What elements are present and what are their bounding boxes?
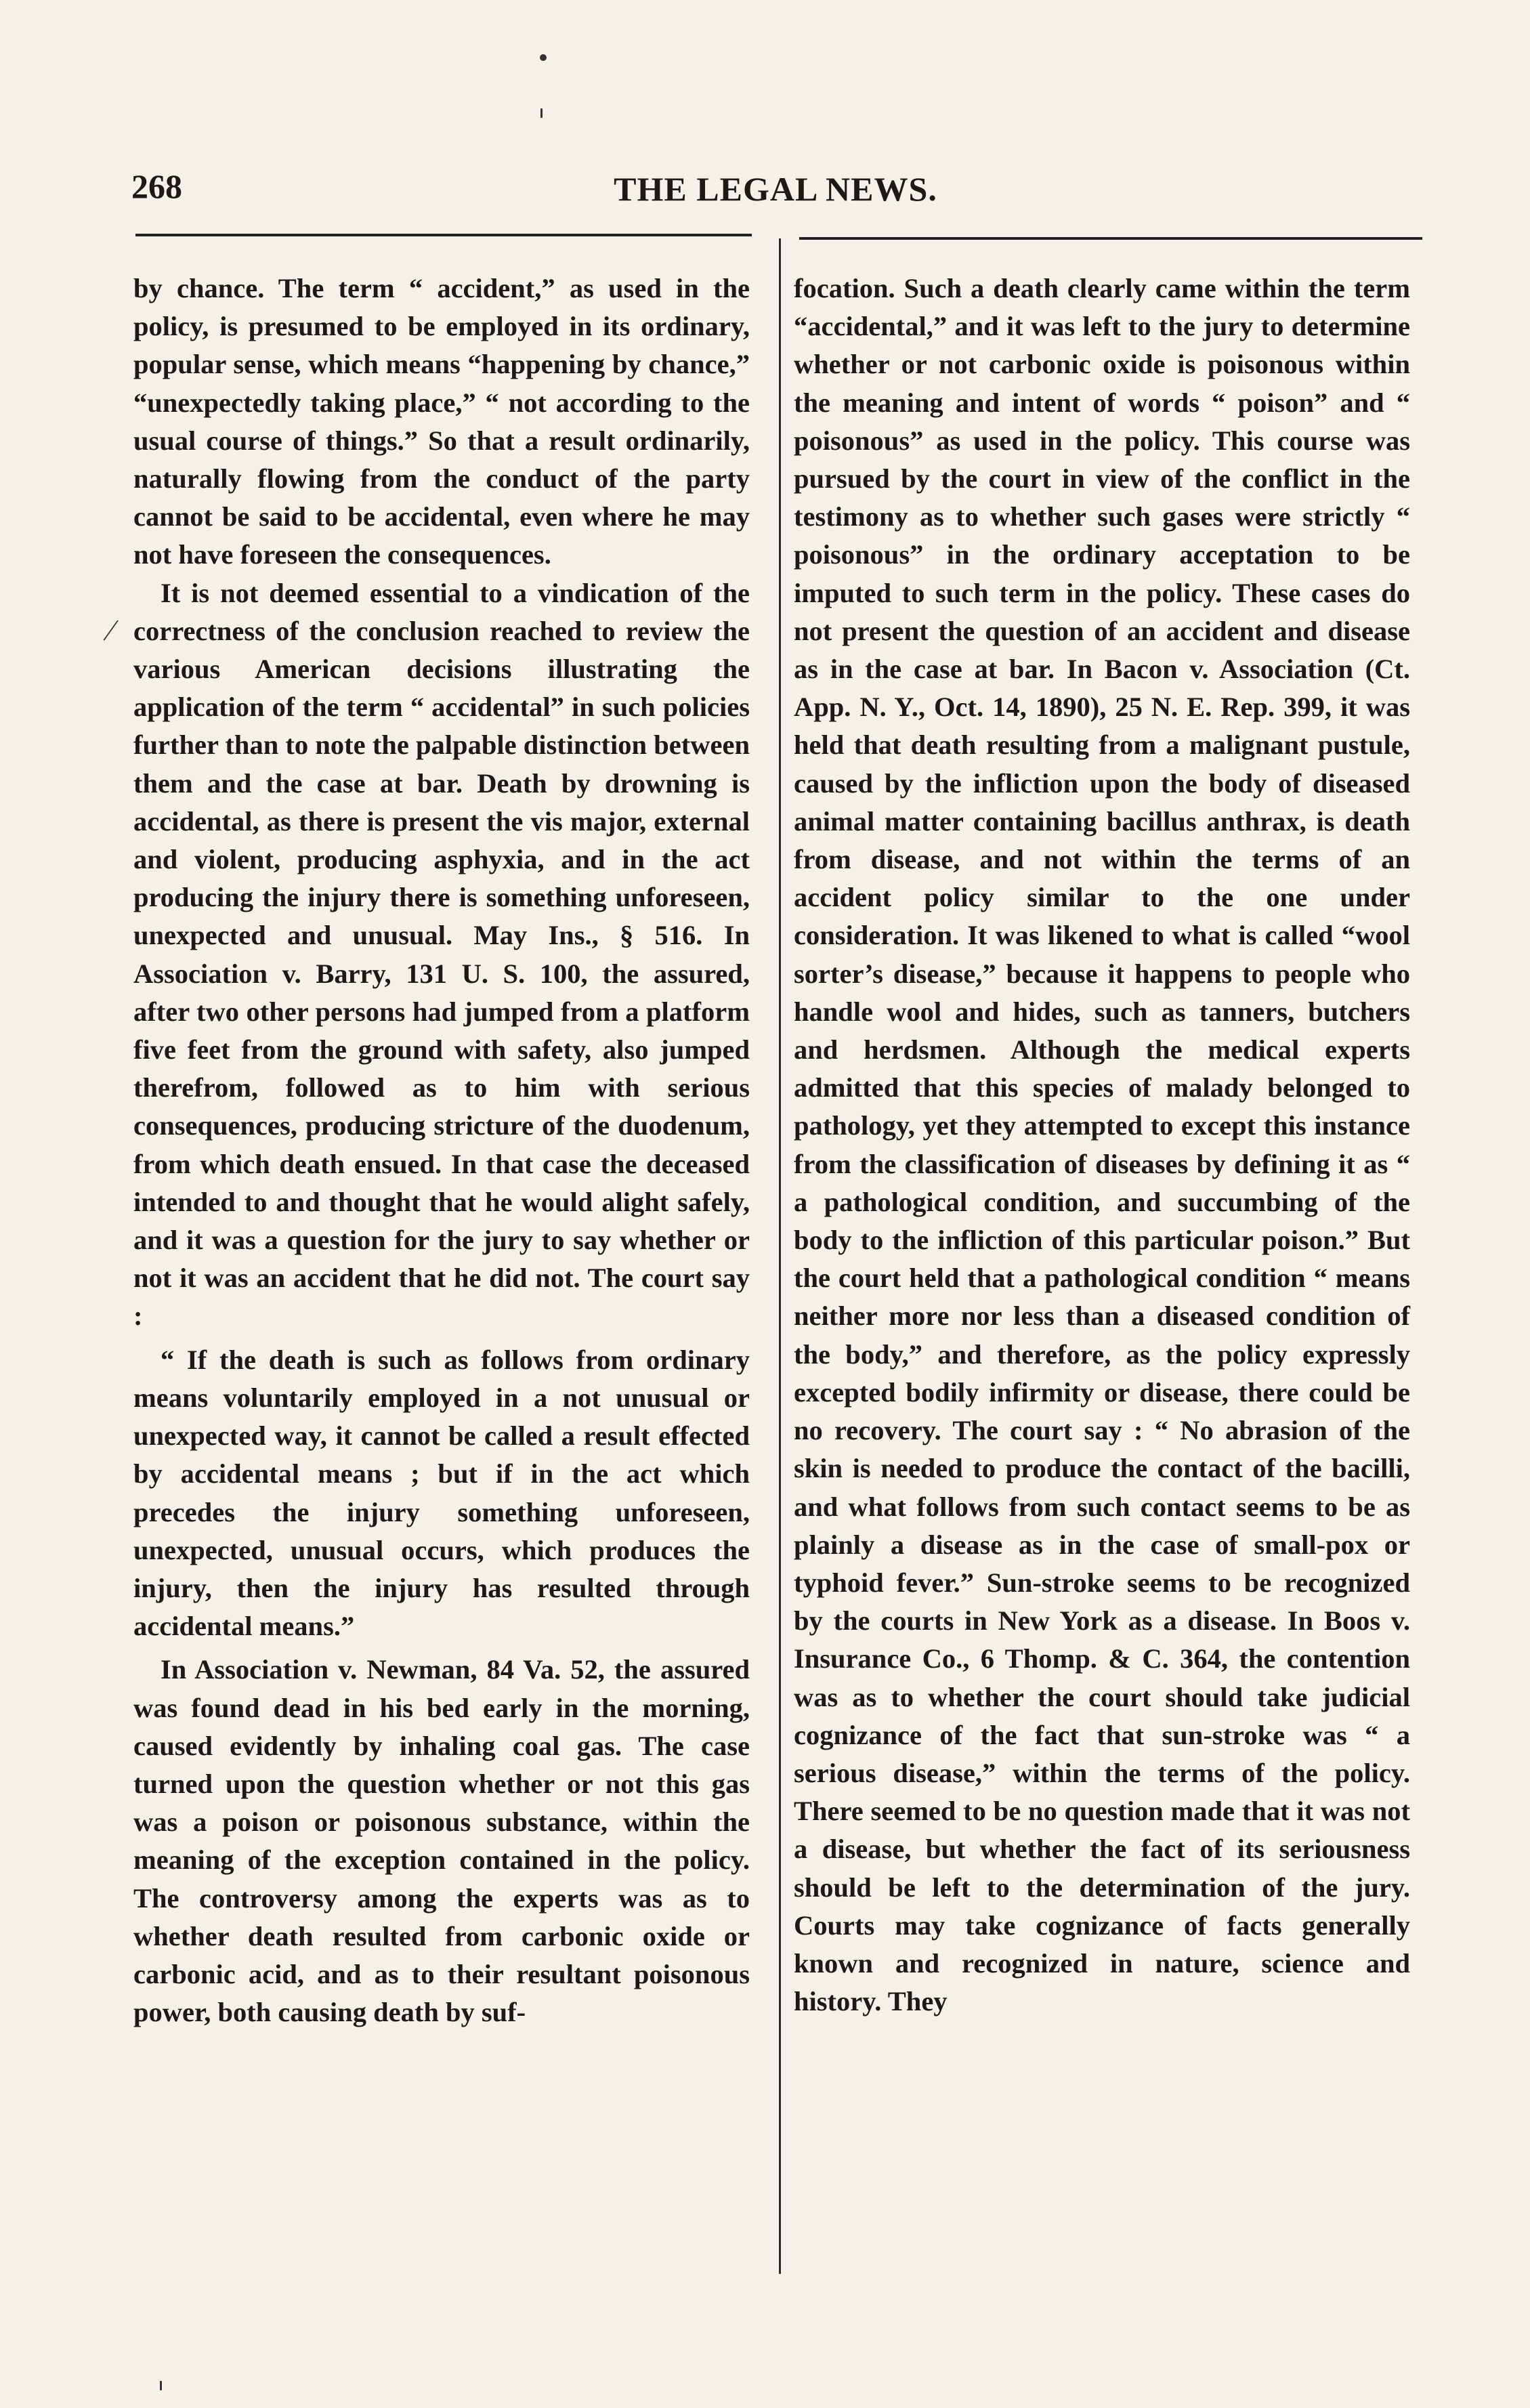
ink-speck <box>160 2381 162 2390</box>
ink-speck <box>540 108 543 118</box>
margin-mark: ⁄ <box>108 614 114 647</box>
right-column <box>794 270 1410 2021</box>
paragraph: In Association v. Newman, 84 Va. 52, the assured was found dead in his bed early in the morning, caused evidently by inhaling coal gas. The case turned upon the question whether or not this gas was a poison or poisonous substance, within the meaning of the exception contained in the policy. The controversy among the experts was as to whether death resulted from carbonic oxide or carbonic acid, and as to their resultant poisonous power, both causing death by suf- <box>133 1654 750 2028</box>
paragraph: by chance. The term “ accident,” as used in the policy, is presumed to be employed in its ordinary, popular sense, which means “happening by chance,” “unexpectedly taking place,” “ not according to the usual course of things.” So that a result ordinarily, naturally flowing from the conduct of the party cannot be said to be accidental, even where he may not have foreseen the consequences. <box>133 273 750 570</box>
header-rule-left <box>135 234 752 236</box>
paragraph: focation. Such a death clearly came within the term “accidental,” and it was left to the jury to determine whether or not carbonic oxide is poisonous within the meaning and intent of words “ poison” and “ poisonous” as used in the policy. This course was pursued by the court in view of the conflict in the testimony as to whether such gases were strictly “ poisonous” in the ordinary acceptation to be imputed to such term in the policy. These cases do not present the question of an accident and disease as in the case at bar. In Bacon v. Association (Ct. App. N. Y., Oct. 14, 1890), 25 N. E. Rep. 399, it was held that death resulting from a malignant pustule, caused by the infliction upon the body of diseased animal matter containing bacillus anthrax, is death from disease, and not within the terms of an accident policy similar to the one under consideration. It was likened to what is called “wool sorter’s disease,” because it happens to people who handle wool and hides, such as tanners, butchers and herdsmen. Although the medical experts admitted that this species of malady belonged to pathology, yet they attempted to except this instance from the classification of diseases by defining it as “ a pathological condition, and succumbing of the body to the infliction of this particular poison.” But the court held that a pathological condition “ means neither more nor less than a diseased condition of the body,” and therefore, as the policy expressly excepted bodily infirmity or disease, there could be no recovery. The court say : “ No abrasion of the skin is needed to produce the contact of the bacilli, and what follows from such contact seems to be as plainly a disease as in the case of small-pox or typhoid fever.” Sun-stroke seems to be recognized by the courts in New York as a disease. In Boos v. Insurance Co., 6 Thomp. & C. 364, the contention was as to whether the court should take judicial cognizance of the fact that sun-stroke was “ a serious disease,” within the terms of the policy. There seemed to be no question made that it was not a disease, but whether the fact of its seriousness should be left to the determination of the jury. Courts may take cognizance of facts generally known and recognized in nature, science and history. They <box>794 273 1410 2017</box>
page-header <box>129 157 1422 211</box>
column-divider <box>779 238 781 2274</box>
paragraph: It is not deemed essential to a vindication of the correctness of the conclusion reached to review the various American decisions illustrating the application of the term “ accidental” in such policies further than to note the palpable distinction between them and the case at bar. Death by drowning is accidental, as there is present the vis major, external and violent, producing asphyxia, and in the act producing the injury there is something unforeseen, unexpected and unusual. May Ins., § 516. In Association v. Barry, 131 U. S. 100, the assured, after two other persons had jumped from a platform five feet from the ground with safety, also jumped therefrom, followed as to him with serious consequences, producing stricture of the duodenum, from which death ensued. In that case the deceased intended to and thought that he would alight safely, and it was a question for the jury to say whether or not it was an accident that he did not. The court say : <box>133 577 750 1332</box>
left-column <box>133 270 750 2031</box>
page-number: 268 <box>131 167 182 205</box>
ink-speck <box>540 54 547 61</box>
block-quote: “ If the death is such as follows from ordinary means voluntarily employed in a not unusual or unexpected way, it cannot be called a result effected by accidental means ; but if in the act which precedes the injury something unforeseen, unexpected, unusual occurs, which produces the injury, then the injury has resulted through accidental means.” <box>133 1344 750 1642</box>
header-rule-right <box>799 237 1422 240</box>
running-title: THE LEGAL NEWS. <box>614 170 937 208</box>
